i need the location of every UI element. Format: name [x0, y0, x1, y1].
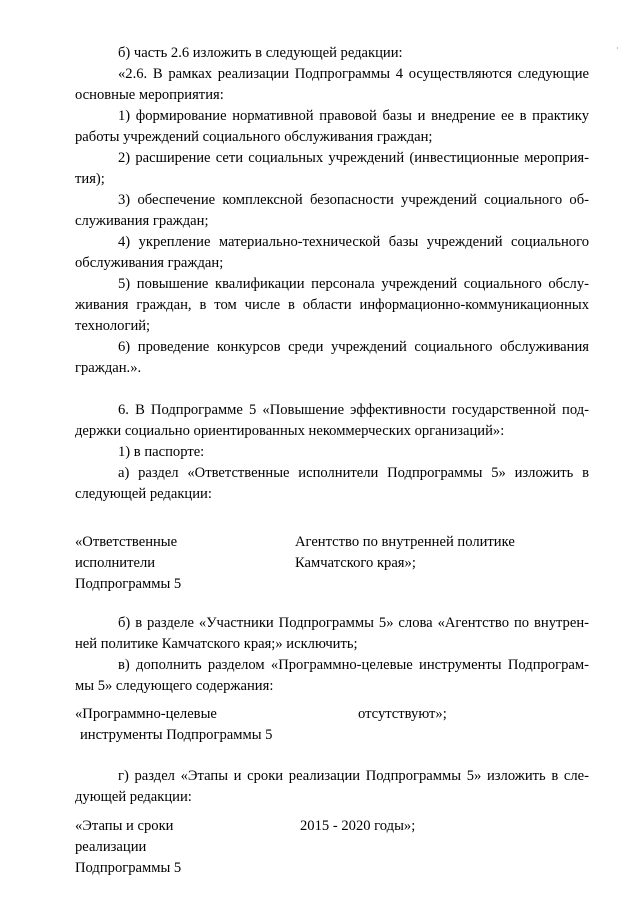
table1-right-line1: Агентство по внутренней политике — [295, 534, 515, 550]
paragraph-g-line1: г) раздел «Этапы и сроки реализации Подпрограммы 5» изложить в сле- — [118, 768, 589, 784]
table2-left-line2: инструменты Подпрограммы 5 — [80, 727, 273, 743]
paragraph-b-line1: б) в разделе «Участники Подпрограммы 5» слова «Агентство по внутрен- — [118, 615, 589, 631]
item-3-line1: 3) обеспечение комплексной безопасности учреждений социального об- — [118, 192, 589, 208]
table1-right-line2: Камчатского края»; — [295, 555, 416, 571]
table3-left-line1: «Этапы и сроки — [75, 818, 174, 834]
table2-right-line1: отсутствуют»; — [358, 706, 447, 722]
margin-mark: · — [616, 44, 619, 53]
paragraph-b-line2: ней политике Камчатского края;» исключить; — [75, 636, 358, 652]
item-5-line2: живания граждан, в том числе в области информационно-коммуникационных — [75, 297, 589, 313]
table3-left-line3: Подпрограммы 5 — [75, 860, 182, 876]
table1-left-line2: исполнители — [75, 555, 156, 571]
item-2-line1: 2) расширение сети социальных учреждений (инвестиционные мероприя- — [118, 150, 589, 166]
item-5-line3: технологий; — [75, 318, 151, 334]
item-6-line1: 6) проведение конкурсов среди учреждений социального обслуживания — [118, 339, 589, 355]
quote-2-6-line2: основные мероприятия: — [75, 87, 224, 103]
table3-right-line1: 2015 - 2020 годы»; — [300, 818, 416, 834]
table1-left-line1: «Ответственные — [75, 534, 178, 550]
item-4-line2: обслуживания граждан; — [75, 255, 224, 271]
section-6-line1: 6. В Подпрограмме 5 «Повышение эффективности государственной под- — [118, 402, 589, 418]
paragraph-b-part-2-6: б) часть 2.6 изложить в следующей редакции: — [118, 45, 403, 61]
section-6-line2: держки социально ориентированных некоммерческих организаций»: — [75, 423, 505, 439]
quote-2-6-line1: «2.6. В рамках реализации Подпрограммы 4 осуществляются следующие — [118, 66, 589, 82]
section-6-a-line1: а) раздел «Ответственные исполнители Подпрограммы 5» изложить в — [118, 465, 589, 481]
paragraph-g-line2: дующей редакции: — [75, 789, 192, 805]
table2-left-line1: «Программно-целевые — [75, 706, 217, 722]
section-6-a-line2: следующей редакции: — [75, 486, 212, 502]
item-3-line2: служивания граждан; — [75, 213, 209, 229]
table3-left-line2: реализации — [75, 839, 147, 855]
item-1-line1: 1) формирование нормативной правовой базы и внедрение ее в практику — [118, 108, 589, 124]
paragraph-v-line1: в) дополнить разделом «Программно-целевые инструменты Подпрограм- — [118, 657, 589, 673]
paragraph-v-line2: мы 5» следующего содержания: — [75, 678, 274, 694]
section-6-passport: 1) в паспорте: — [118, 444, 205, 460]
item-4-line1: 4) укрепление материально-технической базы учреждений социального — [118, 234, 589, 250]
item-2-line2: тия); — [75, 171, 105, 187]
item-1-line2: работы учреждений социального обслуживания граждан; — [75, 129, 433, 145]
item-6-line2: граждан.». — [75, 360, 142, 376]
table1-left-line3: Подпрограммы 5 — [75, 576, 182, 592]
item-5-line1: 5) повышение квалификации персонала учреждений социального обслу- — [118, 276, 589, 292]
